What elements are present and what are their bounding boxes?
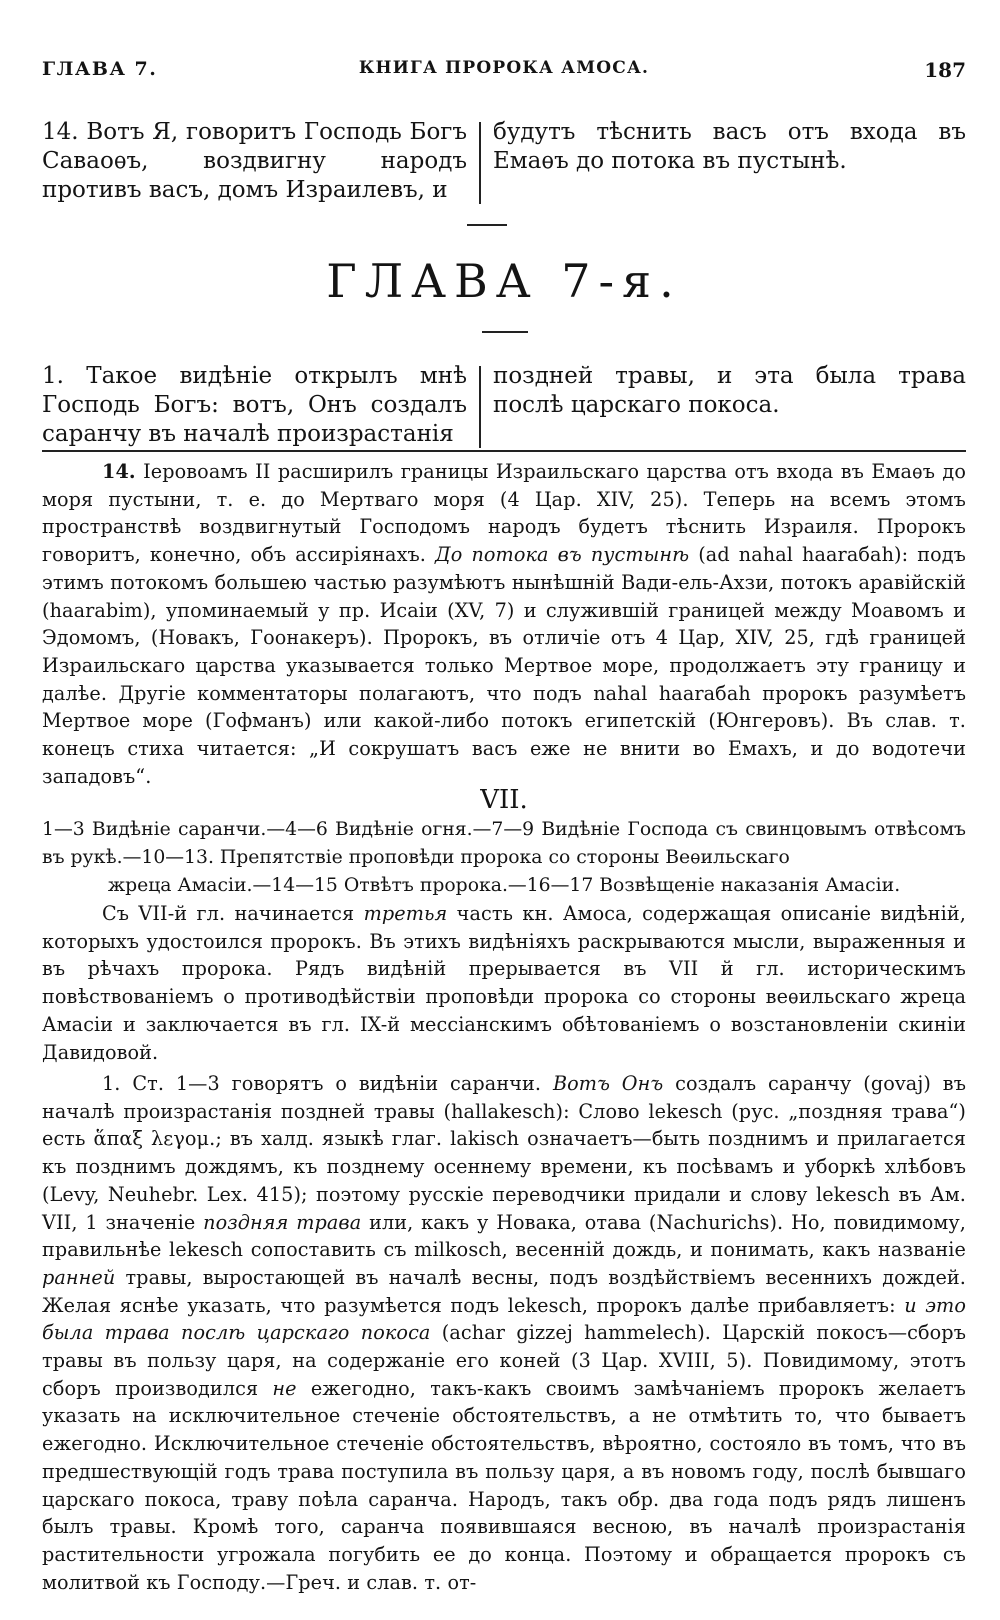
verse-1-left-column: 1. Такое видѣніе открылъ мнѣ Господь Богъ: вотъ, Онъ создалъ саранчу въ началѣ произрастанія [42, 363, 467, 447]
header-book-title: КНИГА ПРОРОКА АМОСА. [358, 58, 650, 78]
title-rule [482, 331, 528, 333]
running-head [42, 58, 966, 88]
commentary-verse-1 [42, 1070, 966, 1596]
chapter-summary [42, 816, 966, 900]
column-divider [479, 122, 481, 204]
commentary-italic: поздняя трава [203, 1210, 362, 1234]
commentary-verse-number: 14. [102, 460, 136, 483]
page-number: 187 [924, 58, 966, 82]
summary-text: 1—3 Видѣніе саранчи.—4—6 Видѣніе огня.—7—9 Видѣніе Господа съ свинцовымъ отвѣсомъ въ рукѣ.—10—13. Препятствіе проповѣди пророка со стороны Веѳильскаго [42, 819, 966, 868]
chapter-title: ГЛАВА 7-я. [326, 254, 682, 308]
text-commentary-divider [42, 450, 966, 452]
commentary-italic: Вотъ Онъ [552, 1072, 664, 1095]
commentary-text: 1. Ст. 1—3 говорятъ о видѣніи саранчи. [102, 1072, 542, 1095]
verse-1-text [42, 362, 966, 462]
commentary-text: часть кн. Амоса, содержащая описаніе видѣній, которыхъ удостоился пророкъ. Въ этихъ видѣніяхъ раскрываются мысли, выраженныя и въ рѣчахъ пророка. Рядъ видѣній прерывается въ VII й гл. историческимъ повѣствованіемъ о противодѣйствіи проповѣди пророка со стороны веѳильскаго жреца Амасіи и заключается въ гл. IX-й мессіанскимъ обѣтованіемъ о возстановленіи скиніи Давидовой. [42, 902, 966, 1064]
commentary-italic: и это была трава послѣ царскаго покоса [42, 1293, 967, 1345]
column-divider [479, 366, 481, 448]
commentary-text: или, какъ у Новака, отава (Nachurichs). Но, повидимому, правильнѣе lekesch сопоставить съ milkosch, весенній дождь, и понимать, какъ названіе [42, 1210, 966, 1262]
commentary-text: создалъ саранчу (govaj) въ началѣ произрастанія поздней травы (hallakesch): Слово lekesch (рус. „поздняя трава“) есть ἅπαξ λεγομ.; въ халд. языкѣ глаг. lakisch означаетъ—быть позднимъ и прилагается къ позднимъ дождямъ, къ позднему осеннему времени, къ посѣвамъ и уборкѣ хлѣбовъ (Levy, Neuhebr. Lex. 415); поэтому русскіе переводчики придали и слову lekesch въ Ам. VII, 1 значеніе [42, 1072, 967, 1234]
commentary-italic: третья [363, 902, 448, 925]
commentary-text: ежегодно, такъ-какъ своимъ замѣчаніемъ пророкъ желаетъ указать на исключительное стеченіе обстоятельствъ, а не отмѣтить то, что бываетъ ежегодно. Исключительное стеченіе обстоятельствъ, вѣроятно, состояло въ томъ, что въ предшествующій годъ трава поступила въ пользу царя, а въ новомъ году, послѣ бывшаго царскаго покоса, траву поѣла саранча. Народъ, такъ обр. два года подъ рядъ лишенъ былъ травы. Кромѣ того, саранча появившаяся весною, въ началѣ произрастанія растительности угрожала погубить ее до конца. Поэтому и обращается пророкъ съ молитвой къ Господу.—Греч. и слав. т. от- [42, 1376, 966, 1594]
commentary-verse-14 [42, 458, 966, 790]
page [42, 0, 966, 1620]
commentary-italic: До потока въ пустынѣ [435, 543, 690, 567]
commentary-italic: не [272, 1376, 297, 1400]
summary-text-last: жреца Амасіи.—14—15 Отвѣтъ пророка.—16—17 Возвѣщеніе наказанія Амасіи. [107, 875, 901, 896]
commentary-text: травы, выростающей въ началѣ весны, подъ воздѣйствіемъ весеннихъ дождей. Желая яснѣе указать, что разумѣется подъ lekesch, пророкъ далѣе прибавляетъ: [42, 1265, 967, 1317]
verse-14-text [42, 118, 966, 218]
commentary-text: Іеровоамъ II расширилъ границы Израильскаго царства отъ входа въ Емаѳъ до моря пустыни, т. е. до Мертваго моря (4 Цар. XIV, 25). Теперь на всемъ этомъ пространствѣ воздвигнутый Господомъ народъ будетъ тѣснить Израиля. Пророкъ говоритъ, конечно, объ ассиріянахъ. [42, 460, 966, 567]
commentary-text: Съ VII-й гл. начинается [102, 902, 355, 925]
verse-14-left-column: 14. Вотъ Я, говоритъ Господь Богъ Саваоѳъ, воздвигну народъ противъ васъ, домъ Израилевъ, и [42, 119, 467, 203]
header-chapter: ГЛАВА 7. [42, 58, 158, 80]
verse-1-right-column: поздней травы, и эта была трава послѣ царскаго покоса. [493, 363, 966, 418]
commentary-text: (achar gizzej hammelech). Царскій покосъ—сборъ травы въ пользу царя, на содержаніе его коней (3 Цар. XVIII, 5). Повидимому, этотъ сборъ производился [42, 1321, 966, 1400]
verse-14-right-column: будутъ тѣснить васъ отъ входа въ Емаѳъ до потока въ пустынѣ. [493, 119, 966, 174]
commentary-intro [42, 900, 966, 1066]
commentary-text: (ad nahal haaraбah): подъ этимъ потокомъ большею частью разумѣютъ нынѣшній Вади-ель-Ахзи, потокъ аравійскій (haarabim), упоминаемый у пр. Исаіи (XV, 7) и служившій границей между Моавомъ и Эдомомъ, (Новакъ, Гоонакеръ). Пророкъ, въ отличіе отъ 4 Цар, XIV, 25, гдѣ границей Израильскаго царства указывается только Мертвое море, продолжаетъ эту границу и далѣе. Другіе комментаторы полагаютъ, что подъ nahal haaraбah пророкъ разумѣетъ Мертвое море (Гофманъ) или какой-либо потокъ египетскій (Юнгеровъ). Въ слав. т. конецъ стиха читается: „И сокрушатъ васъ еже не внити во Емахъ, и до водотечи западовъ“. [42, 543, 966, 788]
separator-rule [467, 224, 507, 226]
section-number: VII. [480, 785, 528, 815]
commentary-italic: ранней [42, 1265, 116, 1289]
